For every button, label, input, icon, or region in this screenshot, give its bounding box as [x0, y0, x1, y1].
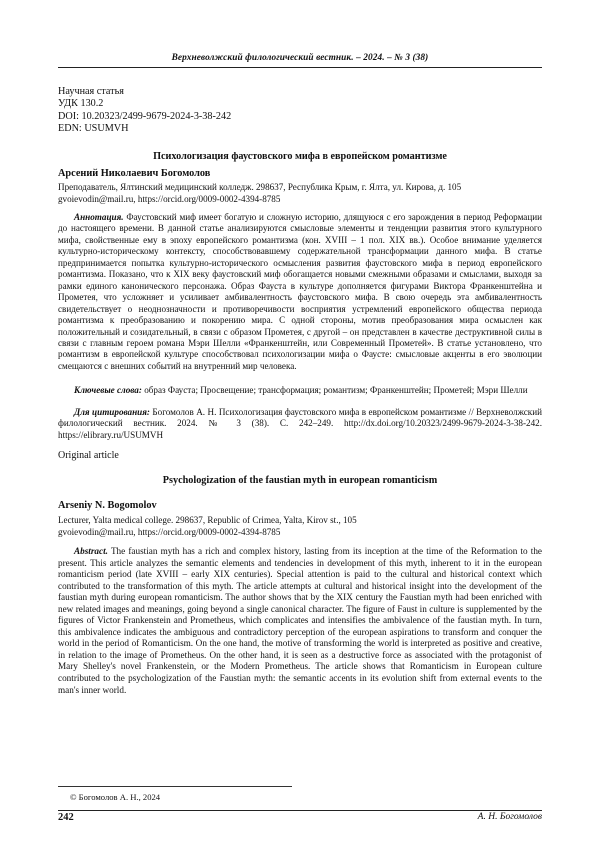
- copyright-note: © Богомолов А. Н., 2024: [70, 792, 161, 802]
- ru-affiliation: Преподаватель, Ялтинский медицинский колледж. 298637, Республика Крым, г. Ялта, ул. Кирова, д. 105: [58, 182, 462, 192]
- en-author-name: Arseniy N. Bogomolov: [58, 500, 157, 511]
- footnote-rule: [58, 786, 292, 787]
- ru-abstract: [58, 212, 542, 372]
- ru-abstract-label: Аннотация.: [74, 212, 124, 222]
- doi: DOI: 10.20323/2499-9679-2024-3-38-242: [58, 110, 232, 122]
- page-number: 242: [58, 812, 74, 823]
- header-rule: [58, 67, 542, 68]
- ru-article-title: Психологизация фаустовского мифа в европейском романтизме: [153, 151, 447, 162]
- en-abstract-label: Abstract.: [74, 546, 108, 556]
- en-abstract-text: The faustian myth has a rich and complex history, lasting from its inception at the time of the Reformation to the present. This article analyzes the semantic elements and tendencies in development of this myth, inherent to it in the european romanticism period (late XVIII – early XIX centuries). Special attention is paid to the cultural and historical context which contributed to the transformation of this myth. The article attempts at cultural and historical insight into the development of the faustian myth during european romanticism. The author shows that by the XIX century the Faustian myth had been enriched with new related images and meanings, going beyond a single canonical character. The figure of Faust in culture is supplemented by the figures of Victor Frankenstein and Prometheus, which complicates and intensifies the ambivalence of the faustian myth. In turn, this ambivalence indicates the ambiguous and contradictory perception of the european aspirations to transform and conquer the world in the period of Romanticism. On the one hand, the motive of transforming the world is interpreted as positive and creative, in relation to the image of Prometheus. On the other hand, it is seen as a destructive force as associated with the protagonist of Mary Shelley's novel Frankenstein, or the Modern Prometheus. The article shows that Romanticism in European culture contributed to the psychologization of the Faustian myth: the semantic accents in its evolution shift from external events to the man's inner world.: [58, 546, 542, 695]
- running-header: Верхневолжский филологический вестник. – 2024. – № 3 (38): [171, 53, 429, 63]
- ru-keywords-text: образ Фауста; Просвещение; трансформация; романтизм; Франкенштейн; Прометей; Мэри Шелли: [144, 385, 528, 395]
- ru-author-name: Арсений Николаевич Богомолов: [58, 168, 211, 179]
- ru-abstract-text: Фаустовский миф имеет богатую и сложную историю, длящуюся с его зарождения в период Реформации до настоящего времени. В данной статье анализируются смысловые элементы и тенденции развития этого культурного мифа, свойственные ему в эпоху европейского романтизма (кон. XVIII – 1 пол. XIX вв.). Особое внимание уделяется культурно-историческому контексту, способствовавшему содержательной трансформации данного мифа. В статье предпринимается попытка культурно-исторического осмысления развития фаустовского мифа в период европейского романтизма. Показано, что к XIX веку фаустовский миф обогащается новыми смежными образами и смыслами, выходя за рамки единого канонического персонажа. Образ Фауста в культуре дополняется фигурами Виктора Франкенштейна и Прометея, что усложняет и усиливает амбивалентность фаустовского мифа. В свою очередь эта амбивалентность свидетельствует о неоднозначности и противоречивости восприятия устремлений европейского общества периода романтизма к преобразованию и покорению мира. С одной стороны, мотив преобразования мира осмыслен как положительный и созидательный, в связи с образом Прометея, с другой – он представлен в качестве деструктивной силы в связи с главным героем романа Мэри Шелли «Франкенштейн, или Современный Прометей». В статье установлено, что романтизм в европейской культуре способствовал психологизации мифа о Фаусте: смысловые акценты в его эволюции смещаются с внешних событий на внутренний мир человека.: [58, 212, 542, 371]
- en-affiliation-block: [58, 514, 357, 538]
- footer-author: А. Н. Богомолов: [477, 812, 542, 822]
- article-meta: [58, 86, 231, 135]
- en-affiliation: Lecturer, Yalta medical college. 298637, Republic of Crimea, Yalta, Kirov st., 105: [58, 515, 357, 525]
- ru-citation-label: Для цитирования:: [74, 407, 150, 417]
- ru-affiliation-block: [58, 181, 461, 205]
- en-abstract: [58, 546, 542, 696]
- footer-rule: [58, 810, 542, 811]
- ru-citation: [58, 407, 542, 441]
- ru-contacts: gvoievodin@mail.ru, https://orcid.org/0009-0002-4394-8785: [58, 194, 281, 204]
- udc-code: УДК 130.2: [58, 98, 104, 110]
- article-type: Научная статья: [58, 86, 124, 97]
- en-contacts: gvoievodin@mail.ru, https://orcid.org/0009-0002-4394-8785: [58, 527, 281, 537]
- edn: EDN: USUMVH: [58, 122, 129, 134]
- ru-keywords-label: Ключевые слова:: [74, 385, 142, 395]
- ru-keywords: [58, 385, 542, 396]
- en-article-title: Psychologization of the faustian myth in european romanticism: [162, 475, 438, 486]
- ru-citation-text: Богомолов А. Н. Психологизация фаустовского мифа в европейском романтизме // Верхневолжский филологический вестник. 2024. № 3 (38). С. 242–249. http://dx.doi.org/10.20323/2499-9679-2024-3-38-242. https://elibrary.ru/USUMVH: [58, 407, 542, 440]
- en-article-type: Original article: [58, 450, 119, 461]
